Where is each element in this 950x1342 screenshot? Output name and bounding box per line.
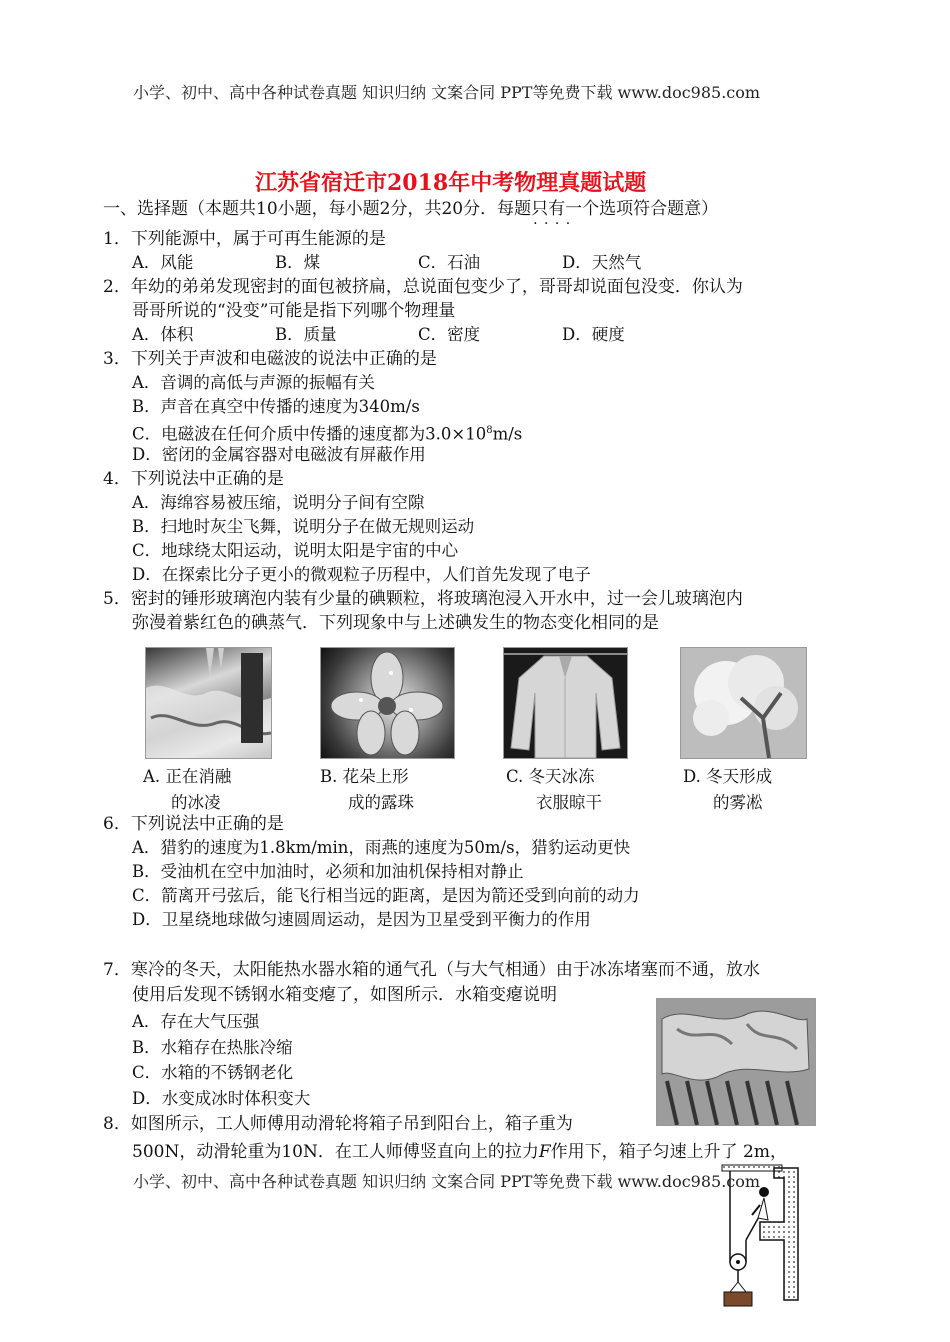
photo-frozen-shirt [503,647,628,759]
option-7c: C．水箱的不锈钢老化 [132,1063,294,1082]
option-1a: A．风能 [132,253,194,272]
page-header: 小学、初中、高中各种试卷真题 知识归纳 文案合同 PPT等免费下载 www.doc985.com [133,83,761,102]
caption-5d: D. 冬天形成 的雾凇 [683,767,773,812]
option-3b: B．声音在真空中传播的速度为340m/s [132,397,420,416]
option-2d: D．硬度 [562,325,625,344]
option-2b: B．质量 [275,325,337,344]
question-2-stem: 2．年幼的弟弟发现密封的面包被挤扁，总说面包变少了，哥哥却说面包没变．你认为 [103,277,743,297]
option-6d: D．卫星绕地球做匀速圆周运动，是因为卫星受到平衡力的作用 [132,910,591,929]
option-4a: A．海绵容易被压缩，说明分子间有空隙 [132,493,425,512]
option-7a: A．存在大气压强 [132,1012,260,1031]
option-7b: B．水箱存在热胀冷缩 [132,1038,293,1057]
option-6c: C．箭离开弓弦后，能飞行相当远的距离，是因为箭还受到向前的动力 [132,886,640,905]
page-footer: 小学、初中、高中各种试卷真题 知识归纳 文案合同 PPT等免费下载 www.doc985.com [133,1172,761,1191]
photo-dew-flower [320,647,455,759]
option-2c: C．密度 [418,325,481,344]
option-7d: D．水变成冰时体积变大 [132,1089,311,1108]
option-3c: C．电磁波在任何介质中传播的速度都为$3.0\times 10^8m/s$ [132,424,523,444]
photo-melting-icicles [145,647,272,759]
question-8-stem-line2: 500N，动滑轮重为10N．在工人师傅竖直向上的拉力F作用下，箱子匀速上升了 2m， [132,1142,787,1162]
option-4b: B．扫地时灰尘飞舞，说明分子在做无规则运动 [132,517,475,536]
question-8-stem: 8．如图所示，工人师傅用动滑轮将箱子吊到阳台上，箱子重为 [103,1114,573,1134]
emphasis-only-one: 只有一个 · · [531,199,599,219]
caption-5b: B. 花朵上形 成的露珠 [320,767,414,812]
question-4-stem: 4．下列说法中正确的是 [103,469,284,489]
option-1b: B．煤 [275,253,321,272]
question-7-stem-line2: 使用后发现不锈钢水箱变瘪了，如图所示．水箱变瘪说明 [132,985,557,1005]
caption-5c: C. 冬天冰冻 衣服晾干 [506,767,602,812]
photo-rime-tree [680,647,807,759]
option-4d: D．在探索比分子更小的微观粒子历程中，人们首先发现了电子 [132,565,591,584]
question-5-stem: 5．密封的锤形玻璃泡内装有少量的碘颗粒，将玻璃泡浸入开水中，过一会儿玻璃泡内 [103,589,743,609]
option-1c: C．石油 [418,253,481,272]
option-4c: C．地球绕太阳运动，说明太阳是宇宙的中心 [132,541,459,560]
question-7-stem: 7．寒冷的冬天，太阳能热水器水箱的通气孔（与大气相通）由于冰冻堵塞而不通，放水 [103,960,760,980]
option-6b: B．受油机在空中加油时，必须和加油机保持相对静止 [132,862,524,881]
pulley-diagram [712,1160,812,1310]
photo-solar-water-tank [656,998,816,1126]
option-2a: A．体积 [132,325,194,344]
question-5-stem-line2: 弥漫着紫红色的碘蒸气．下列现象中与上述碘发生的物态变化相同的是 [132,613,659,633]
question-3-stem: 3．下列关于声波和电磁波的说法中正确的是 [103,349,437,369]
option-6a: A．猎豹的速度为1.8km/min，雨燕的速度为50m/s，猎豹运动更快 [132,838,631,857]
option-3d: D．密闭的金属容器对电磁波有屏蔽作用 [132,445,426,464]
option-3a: A．音调的高低与声源的振幅有关 [132,373,375,392]
question-2-stem-line2: 哥哥所说的“没变”可能是指下列哪个物理量 [132,301,456,321]
caption-5a: A. 正在消融 的冰凌 [143,767,232,812]
question-6-stem: 6．下列说法中正确的是 [103,814,284,834]
option-1d: D．天然气 [562,253,642,272]
page-title: 江苏省宿迁市2018年中考物理真题试题 [255,170,647,196]
question-1-stem: 1．下列能源中，属于可再生能源的是 [103,229,386,249]
section-heading: 一、选择题（本题共10小题，每小题2分，共20分．每题只有一个 · · 选项符合题意） [103,197,718,221]
